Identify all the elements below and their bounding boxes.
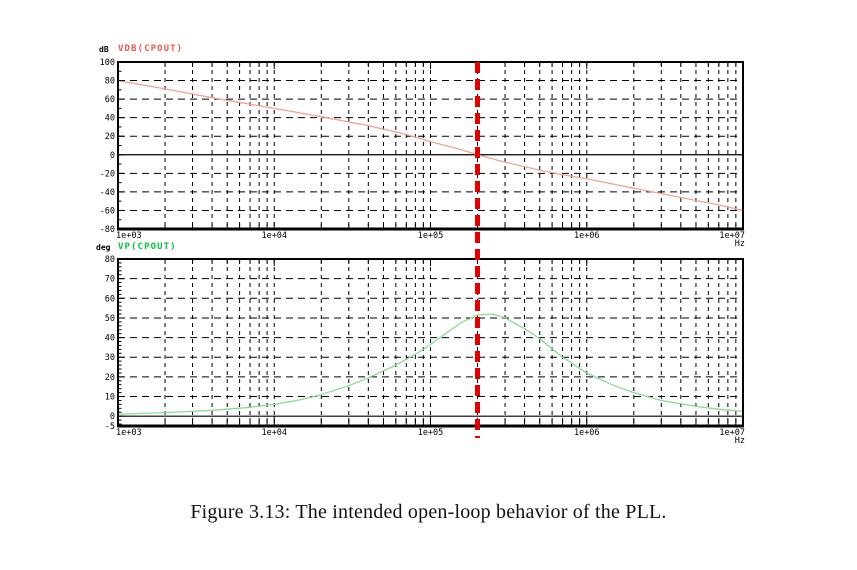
- y-tick-label: -60: [99, 206, 115, 217]
- phase-plot: [105, 255, 745, 446]
- x-tick-label: 1e+04: [261, 231, 288, 241]
- y-tick-label: 60: [104, 294, 115, 305]
- x-tick-label: 1e+03: [116, 231, 142, 241]
- y-tick-labels: [100, 58, 115, 235]
- y-tick-label: -5: [104, 422, 115, 432]
- horizontal-gridlines: [118, 279, 743, 397]
- y-tick-label: 20: [104, 132, 115, 143]
- x-tick-marks: [165, 62, 736, 229]
- x-tick-label: 1e+06: [573, 231, 600, 241]
- y-tick-labels: [105, 255, 115, 432]
- magnitude-trace-legend: VDB(CPOUT): [118, 44, 184, 54]
- x-axis-unit-label: Hz: [734, 436, 745, 446]
- x-tick-label: 1e+07: [719, 428, 745, 438]
- y-tick-label: 20: [104, 372, 115, 383]
- y-tick-label: -80: [99, 225, 115, 235]
- magnitude-axis-unit-label: dB: [99, 45, 109, 54]
- x-tick-marks: [165, 259, 736, 426]
- y-tick-label: -40: [99, 187, 115, 198]
- x-tick-label: 1e+05: [417, 428, 444, 438]
- y-tick-label: 40: [104, 333, 115, 344]
- y-tick-label: 70: [104, 274, 115, 285]
- y-tick-label: 40: [104, 113, 115, 124]
- y-tick-label: 50: [104, 313, 115, 324]
- y-tick-label: 80: [104, 76, 115, 87]
- y-tick-label: 0: [109, 412, 115, 423]
- x-tick-label: 1e+04: [261, 428, 288, 438]
- x-tick-label: 1e+05: [417, 231, 444, 241]
- y-tick-label: 80: [104, 255, 115, 265]
- x-tick-labels: [116, 231, 745, 249]
- x-tick-label: 1e+07: [719, 231, 745, 241]
- x-axis-unit-label: Hz: [734, 239, 745, 249]
- phase-trace-legend: VP(CPOUT): [118, 242, 177, 252]
- x-tick-label: 1e+03: [116, 428, 142, 438]
- y-tick-label: 30: [104, 353, 115, 364]
- y-tick-label: -20: [99, 169, 115, 180]
- vertical-gridlines: [165, 62, 736, 229]
- phase-axis-unit-label: deg: [96, 243, 111, 252]
- magnitude-plot: [100, 58, 745, 249]
- y-tick-label: 10: [104, 392, 115, 403]
- x-tick-labels: [116, 428, 745, 446]
- y-tick-label: 100: [99, 58, 115, 68]
- vertical-gridlines: [165, 259, 736, 426]
- y-tick-label: 60: [104, 95, 115, 106]
- figure-caption: Figure 3.13: The intended open-loop behavior of the PLL.: [190, 501, 667, 523]
- x-tick-label: 1e+06: [573, 428, 600, 438]
- y-tick-label: 0: [109, 150, 115, 161]
